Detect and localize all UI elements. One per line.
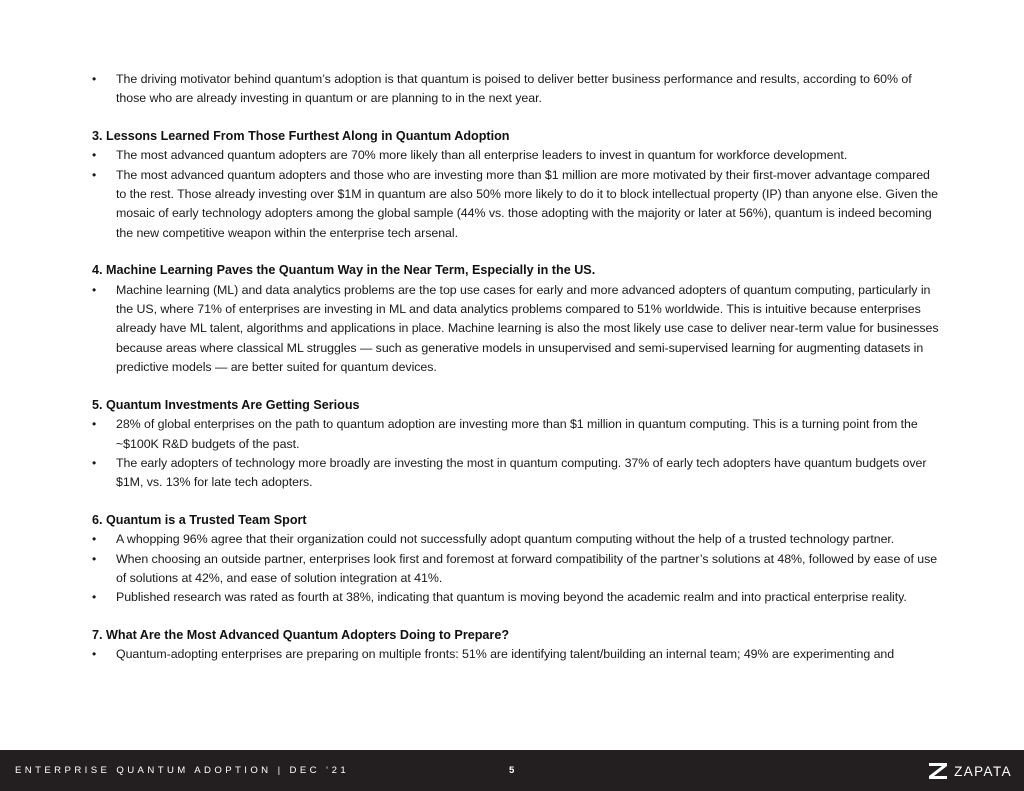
section-heading-5: 5. Quantum Investments Are Getting Serious [92, 397, 360, 412]
section-4-bullet-list [92, 281, 940, 378]
section-6-bullet-list [92, 530, 940, 608]
list-item: • The driving motivator behind quantum’s adoption is that quantum is poised to deliver better business performance and results, according to 60% of those who are already investing in quantum or are planning to in the next year. [92, 70, 940, 109]
footer-report-title: ENTERPRISE QUANTUM ADOPTION | DEC ‘21 [15, 765, 350, 776]
list-item: • When choosing an outside partner, enterprises look first and foremost at forward compatibility of the partner’s solutions at 48%, followed by ease of use of solutions at 42%, and ease of solution integration at 41%. [92, 550, 940, 589]
section-heading-3: 3. Lessons Learned From Those Furthest Along in Quantum Adoption [92, 128, 510, 143]
section-7-bullet-list [92, 645, 940, 664]
zapata-logo [928, 760, 1012, 782]
list-item: • A whopping 96% agree that their organization could not successfully adopt quantum computing without the help of a trusted technology partner. [92, 530, 940, 549]
list-item: • The most advanced quantum adopters are 70% more likely than all enterprise leaders to invest in quantum for workforce development. [92, 146, 940, 165]
list-item: • 28% of global enterprises on the path to quantum adoption are investing more than $1 million in quantum computing. This is a turning point from the ~$100K R&D budgets of the past. [92, 415, 940, 454]
list-item: • Published research was rated as fourth at 38%, indicating that quantum is moving beyond the academic realm and into practical enterprise reality. [92, 588, 940, 607]
page-footer [0, 750, 1024, 791]
brand-name: ZAPATA [954, 763, 1012, 779]
intro-bullet-list [92, 70, 940, 109]
section-5-bullet-list [92, 415, 940, 493]
section-heading-4: 4. Machine Learning Paves the Quantum Way in the Near Term, Especially in the US. [92, 263, 596, 278]
list-item: • The most advanced quantum adopters and those who are investing more than $1 million are more motivated by their first-mover advantage compared to the rest. Those already investing over $1M in quantum are also 50% more likely to do it to block intellectual property (IP) than anyone else. Given the mosaic of early technology adopters among the global sample (44% vs. those adopting with the majority or later at 56%), quantum is indeed becoming the new competitive weapon within the enterprise tech arsenal. [92, 166, 940, 244]
list-item: • Machine learning (ML) and data analytics problems are the top use cases for early and more advanced adopters of quantum computing, particularly in the US, where 71% of enterprises are investing in ML and data analytics problems compared to 51% worldwide. This is intuitive because enterprises already have ML talent, algorithms and applications in place. Machine learning is also the most likely use case to deliver near-term value for businesses because areas where classical ML struggles — such as generative models in unsupervised and semi-supervised learning for augmenting datasets in predictive models — are better suited for quantum devices. [92, 281, 940, 378]
list-item: • Quantum-adopting enterprises are preparing on multiple fronts: 51% are identifying talent/building an internal team; 49% are experimenting and [92, 645, 940, 664]
page-number: 5 [509, 765, 515, 776]
list-item: • The early adopters of technology more broadly are investing the most in quantum computing. 37% of early tech adopters have quantum budgets over $1M, vs. 13% for late tech adopters. [92, 454, 940, 493]
section-heading-7: 7. What Are the Most Advanced Quantum Adopters Doing to Prepare? [92, 627, 510, 642]
section-3-bullet-list [92, 146, 940, 243]
zapata-logo-icon [928, 761, 948, 781]
report-body [92, 70, 940, 665]
section-heading-6: 6. Quantum is a Trusted Team Sport [92, 512, 307, 527]
